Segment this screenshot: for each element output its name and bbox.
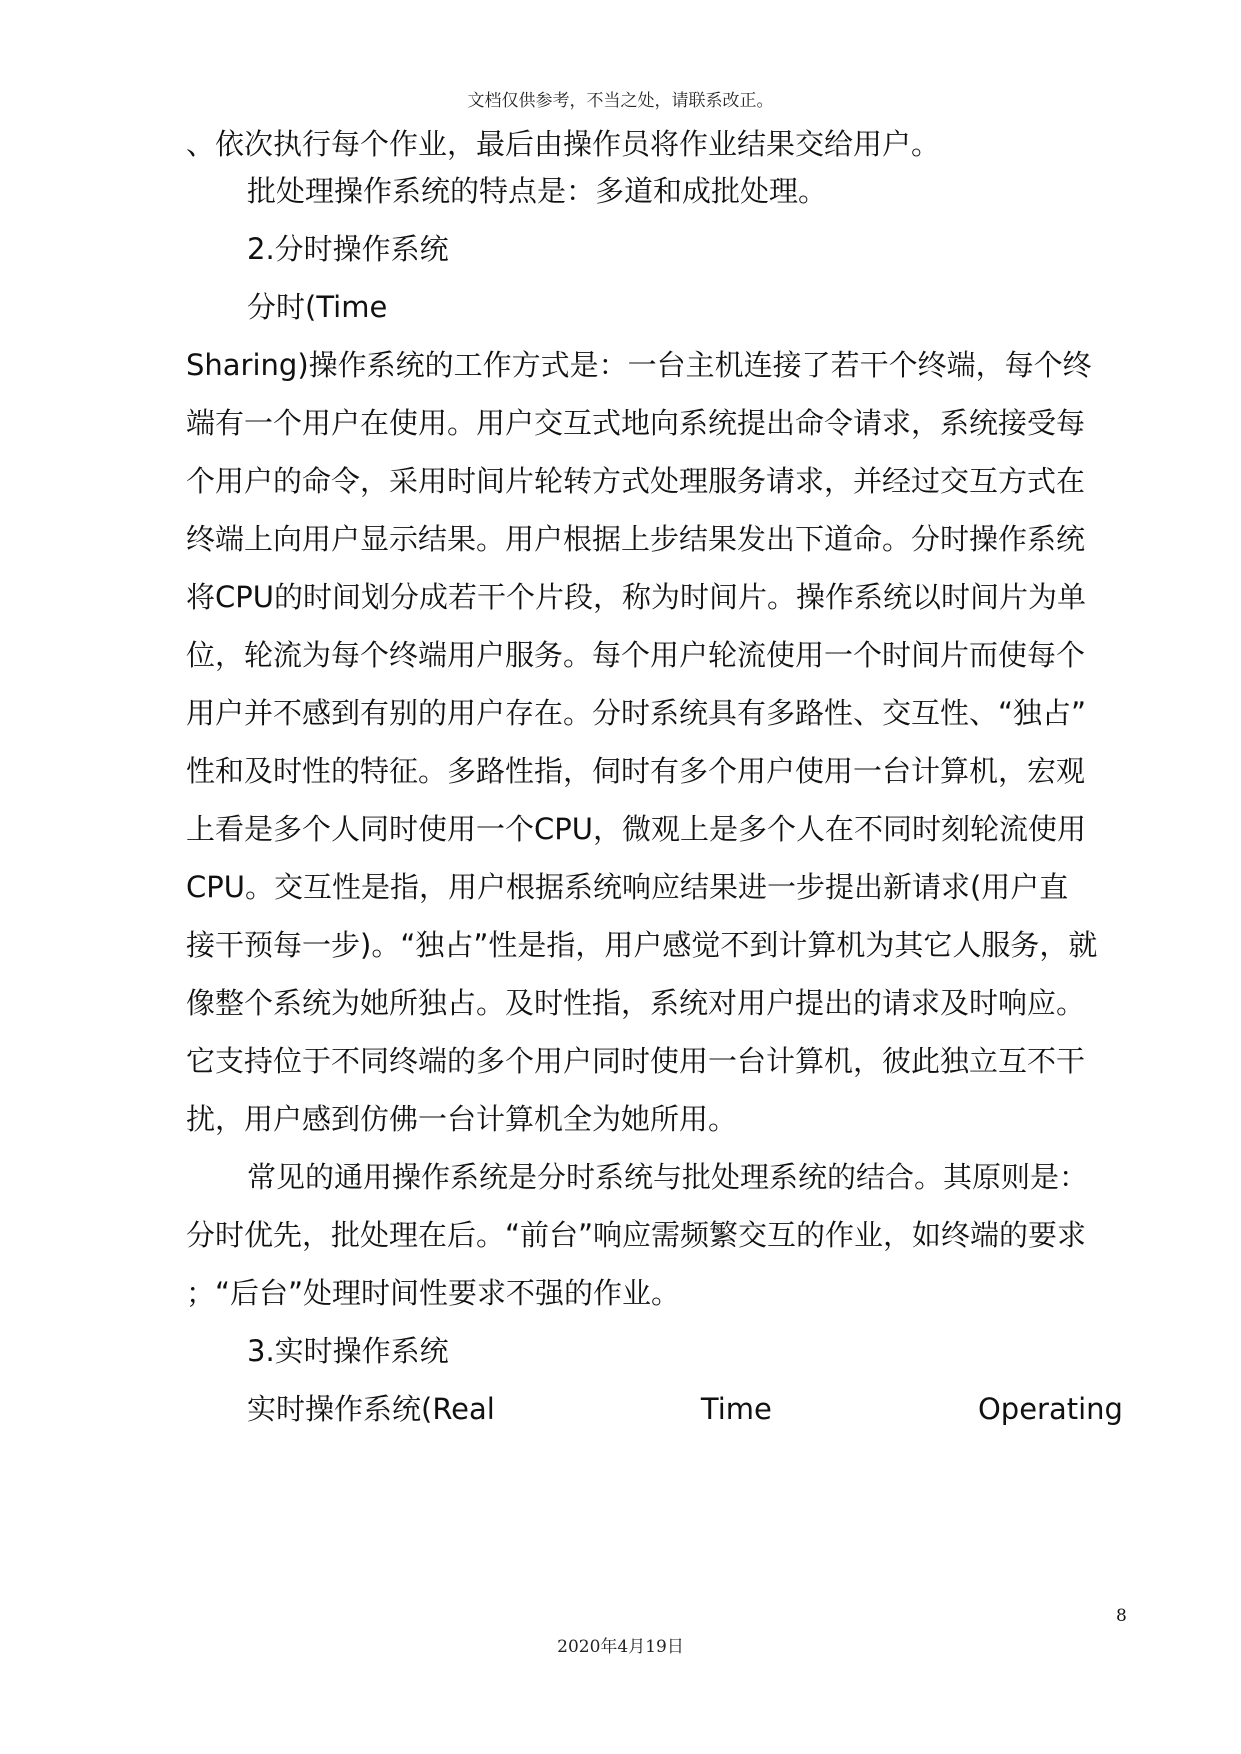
text-line: 扰，用户感到仿佛一台计算机全为她所用。 [186, 1102, 738, 1136]
text-line: 、依次执行每个作业，最后由操作员将作业结果交给用户。 [186, 127, 941, 161]
text-line: 用户并不感到有别的用户存在。分时系统具有多路性、交互性、“独占” [186, 696, 1087, 730]
justified-text-line [247, 1389, 1123, 1429]
text-line: 分时(Time [247, 290, 388, 324]
text-line: 常见的通用操作系统是分时系统与批处理系统的结合。其原则是： [247, 1160, 1089, 1194]
text-line: 位，轮流为每个终端用户服务。每个用户轮流使用一个时间片而使每个 [186, 638, 1086, 672]
text-segment: Time [700, 1392, 772, 1426]
text-line: ；“后台”处理时间性要求不强的作业。 [186, 1276, 681, 1310]
text-line: 分时优先，批处理在后。“前台”响应需频繁交互的作业，如终端的要求 [186, 1218, 1087, 1252]
text-line: Sharing)操作系统的工作方式是：一台主机连接了若干个终端，每个终 [186, 348, 1092, 382]
text-line: 批处理操作系统的特点是：多道和成批处理。 [247, 174, 828, 208]
text-line: 它支持位于不同终端的多个用户同时使用一台计算机，彼此独立互不干 [186, 1044, 1086, 1078]
text-line: 端有一个用户在使用。用户交互式地向系统提出命令请求，系统接受每 [186, 406, 1086, 440]
section-heading: 3.实时操作系统 [247, 1334, 449, 1368]
text-line: 将CPU的时间划分成若干个片段，称为时间片。操作系统以时间片为单 [186, 580, 1086, 614]
page-number: 8 [1116, 1606, 1127, 1626]
text-line: 个用户的命令，采用时间片轮转方式处理服务请求，并经过交互方式在 [186, 464, 1086, 498]
text-line: 接干预每一步)。“独占”性是指，用户感觉不到计算机为其它人服务，就 [186, 928, 1098, 962]
text-line: CPU。交互性是指，用户根据系统响应结果进一步提出新请求(用户直 [186, 870, 1069, 904]
text-line: 上看是多个人同时使用一个CPU，微观上是多个人在不同时刻轮流使用 [186, 812, 1086, 846]
text-line: 性和及时性的特征。多路性指，伺时有多个用户使用一台计算机，宏观 [186, 754, 1086, 788]
text-line: 像整个系统为她所独占。及时性指，系统对用户提出的请求及时响应。 [186, 986, 1086, 1020]
footer-date: 2020年4月19日 [557, 1637, 684, 1657]
document-header-notice: 文档仅供参考，不当之处，请联系改正。 [467, 91, 774, 111]
text-segment: Operating [977, 1392, 1123, 1426]
section-heading: 2.分时操作系统 [247, 232, 449, 266]
text-line: 终端上向用户显示结果。用户根据上步结果发出下道命。分时操作系统 [186, 522, 1086, 556]
text-segment: 实时操作系统(Real [247, 1392, 495, 1426]
